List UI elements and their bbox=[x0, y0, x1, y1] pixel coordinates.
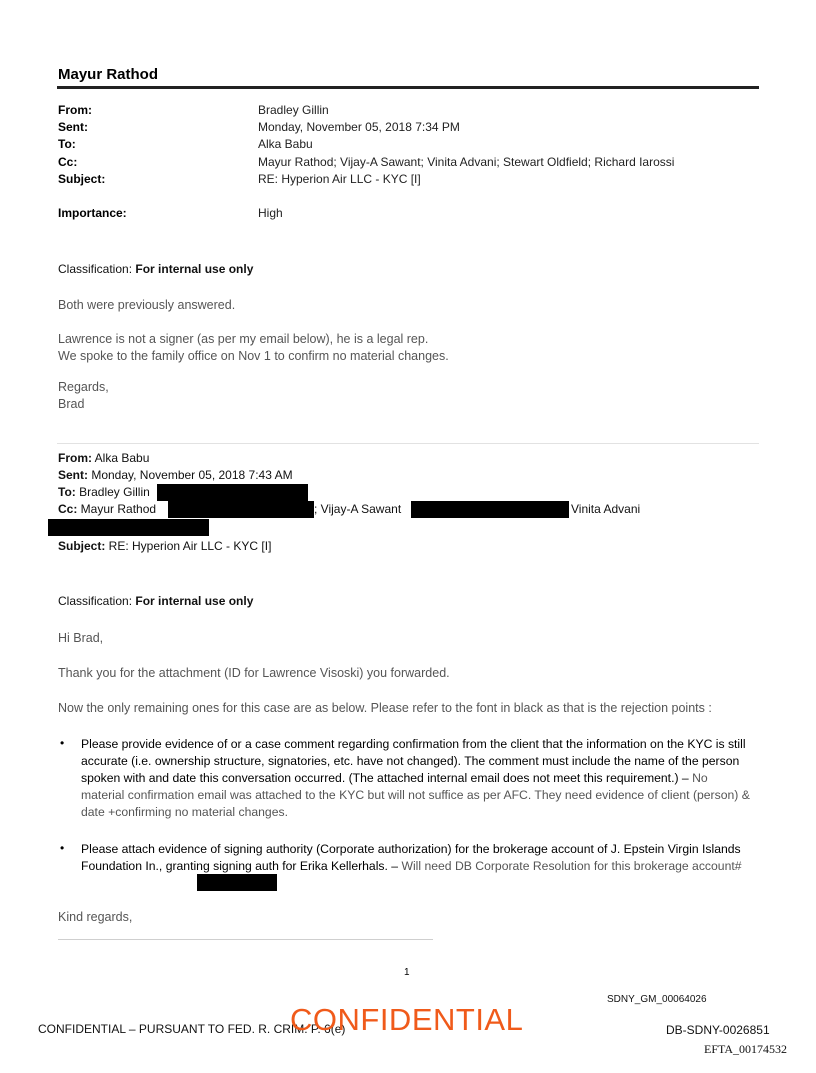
bullet-marker: • bbox=[60, 841, 65, 855]
rejection-point bbox=[81, 841, 751, 875]
fwd-subject-label: Subject: bbox=[58, 539, 106, 553]
rejection-point bbox=[81, 736, 751, 821]
efta-number: EFTA_00174532 bbox=[704, 1042, 788, 1056]
to-label: To: bbox=[58, 137, 76, 151]
rejection-text: Please provide evidence of or a case comment regarding confirmation from the client that the information on the KYC is still accurate (i.e. ownership structure, signatories, etc. have not changed). The comment must include the name of the person spoken with and date this conversation occurred. (The attached internal email does not meet this requirement.) – bbox=[81, 737, 746, 785]
signature-divider bbox=[58, 939, 433, 940]
reply-line: We spoke to the family office on Nov 1 to confirm no material changes. bbox=[58, 349, 449, 363]
fwd-to-line bbox=[58, 485, 150, 499]
classification-label: Classification: bbox=[58, 594, 136, 608]
fwd-sent-value: Monday, November 05, 2018 7:43 AM bbox=[88, 468, 293, 482]
message-divider bbox=[57, 443, 759, 444]
subject-label: Subject: bbox=[58, 172, 106, 186]
classification-label: Classification: bbox=[58, 262, 136, 276]
importance-value: High bbox=[258, 206, 283, 220]
sent-value: Monday, November 05, 2018 7:34 PM bbox=[258, 120, 460, 134]
sent-label: Sent: bbox=[58, 120, 88, 134]
redaction-block bbox=[168, 501, 314, 518]
fwd-subject-line bbox=[58, 539, 271, 553]
cc-label: Cc: bbox=[58, 155, 78, 169]
classification-value: For internal use only bbox=[135, 594, 254, 608]
thanks-line: Thank you for the attachment (ID for Lawrence Visoski) you forwarded. bbox=[58, 666, 450, 680]
classification-value: For internal use only bbox=[135, 262, 254, 276]
importance-label: Importance: bbox=[58, 206, 127, 220]
redaction-block bbox=[157, 484, 308, 501]
fwd-subject-value: RE: Hyperion Air LLC - KYC [I] bbox=[105, 539, 272, 553]
fwd-cc-name: Mayur Rathod bbox=[77, 502, 157, 516]
fwd-from-label: From: bbox=[58, 451, 92, 465]
fwd-to-value: Bradley Gillin bbox=[75, 485, 150, 499]
redaction-block bbox=[48, 519, 209, 536]
reply-regards: Regards, bbox=[58, 380, 109, 394]
bates-number: DB-SDNY-0026851 bbox=[666, 1023, 770, 1037]
classification-line bbox=[58, 262, 253, 276]
redaction-block bbox=[197, 874, 277, 891]
response-text: Will need DB Corporate Resolution for this brokerage account# bbox=[401, 859, 742, 873]
cc-value: Mayur Rathod; Vijay-A Sawant; Vinita Advani; Stewart Oldfield; Richard Iarossi bbox=[258, 155, 675, 169]
bates-number: SDNY_GM_00064026 bbox=[607, 994, 707, 1005]
title-rule bbox=[57, 86, 759, 89]
fwd-from-line bbox=[58, 451, 149, 465]
reply-line: Both were previously answered. bbox=[58, 298, 236, 312]
reply-signature: Brad bbox=[58, 397, 85, 411]
intro-line: Now the only remaining ones for this case are as below. Please refer to the font in black as that is the rejection points : bbox=[58, 701, 712, 715]
fwd-cc-name: Vinita Advani bbox=[571, 502, 641, 516]
from-value: Bradley Gillin bbox=[258, 103, 329, 117]
subject-value: RE: Hyperion Air LLC - KYC [I] bbox=[258, 172, 421, 186]
closing: Kind regards, bbox=[58, 910, 133, 924]
fwd-sent-label: Sent: bbox=[58, 468, 88, 482]
confidential-notice: CONFIDENTIAL – PURSUANT TO FED. R. CRIM. P. 6(e) bbox=[38, 1022, 346, 1036]
classification-line bbox=[58, 594, 253, 608]
fwd-from-value: Alka Babu bbox=[92, 451, 150, 465]
to-value: Alka Babu bbox=[258, 137, 313, 151]
fwd-cc-name: ; Vijay-A Sawant bbox=[314, 502, 402, 516]
fwd-cc-line bbox=[58, 502, 758, 516]
fwd-to-label: To: bbox=[58, 485, 76, 499]
confidential-stamp: CONFIDENTIAL bbox=[290, 1002, 524, 1037]
reply-line: Lawrence is not a signer (as per my email below), he is a legal rep. bbox=[58, 332, 429, 346]
greeting: Hi Brad, bbox=[58, 631, 104, 645]
response-text: No material confirmation email was attached to the KYC but will not suffice as per AFC. They need evidence of client (person) & date +confirming no material changes. bbox=[81, 771, 750, 819]
page-number: 1 bbox=[404, 967, 410, 978]
fwd-cc-label: Cc: bbox=[58, 502, 78, 516]
document-owner-title: Mayur Rathod bbox=[58, 66, 159, 83]
from-label: From: bbox=[58, 103, 92, 117]
fwd-sent-line bbox=[58, 468, 293, 482]
redaction-block bbox=[411, 501, 569, 518]
bullet-marker: • bbox=[60, 736, 65, 750]
rejection-text: Please attach evidence of signing authority (Corporate authorization) for the brokerage account of J. Epstein Virgin Islands Foundation In., granting signing auth for Erika Kellerhals. – bbox=[81, 842, 741, 873]
